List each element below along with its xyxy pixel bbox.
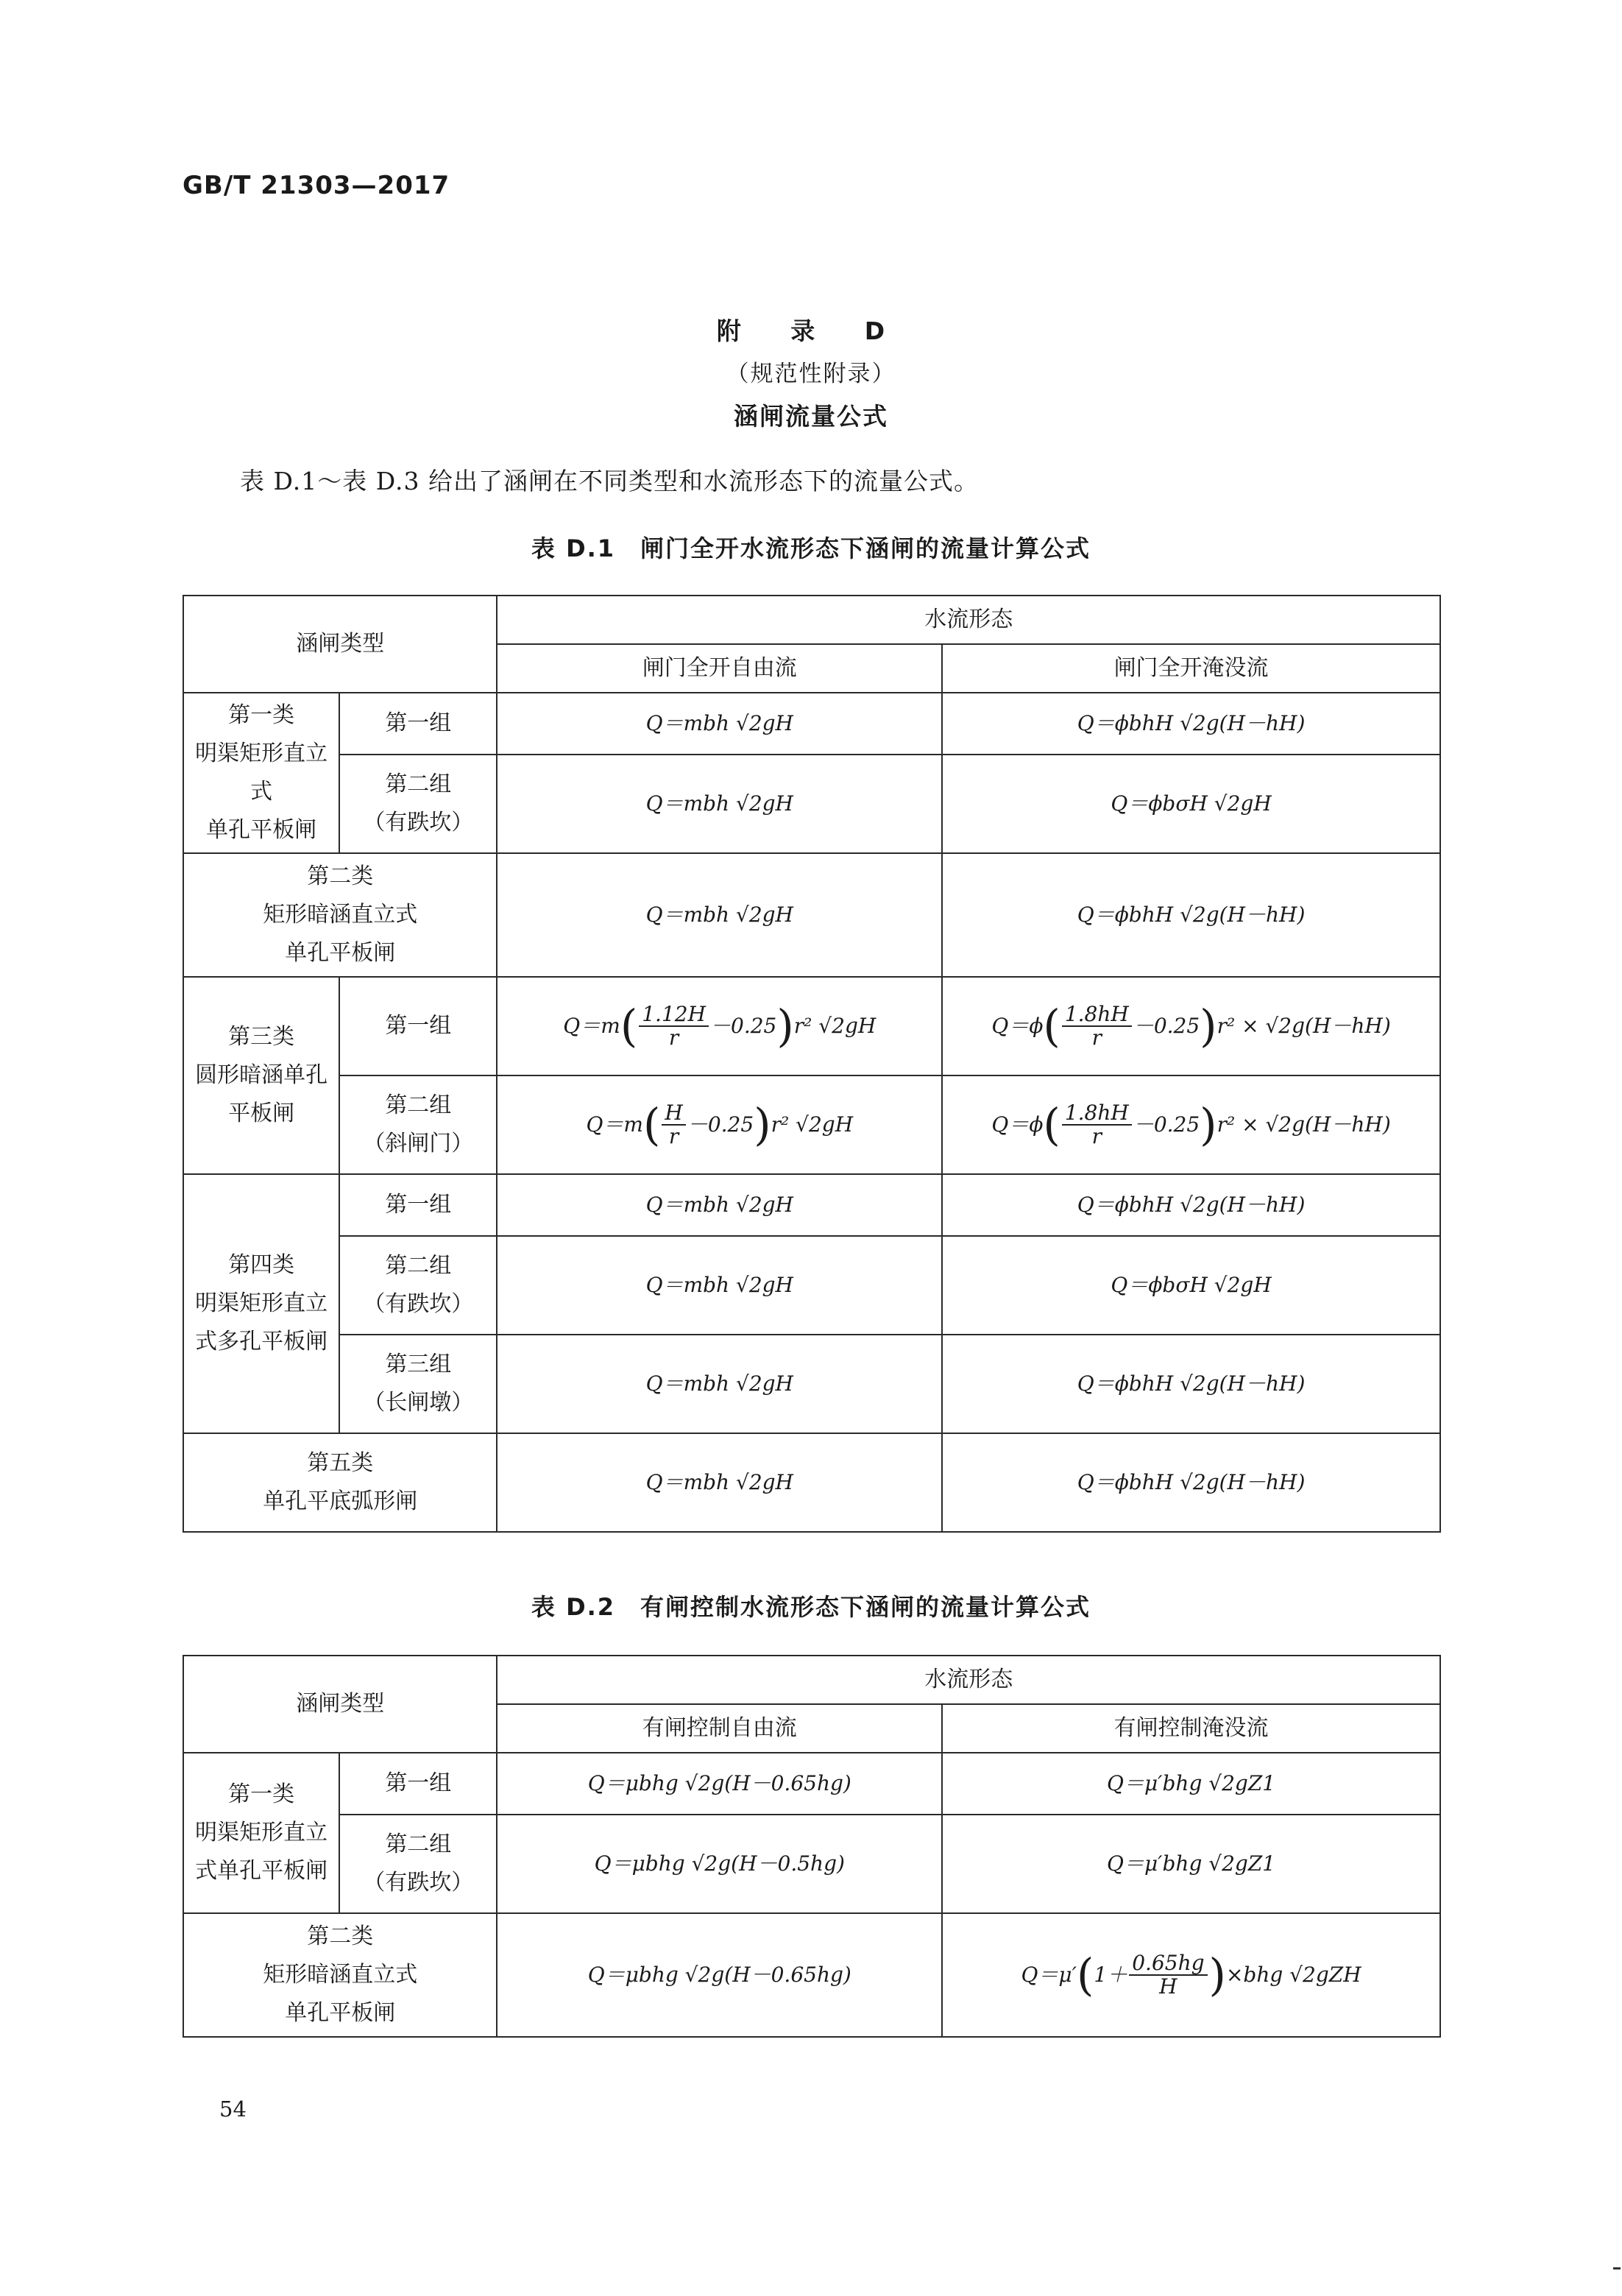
header-flow: 水流形态	[497, 1656, 1440, 1704]
header-submerged: 闸门全开淹没流	[942, 644, 1440, 693]
formula-cell: Q＝ϕbhH √2g(H－hH)	[942, 1174, 1440, 1236]
appendix-title: 附 录 D	[716, 317, 906, 345]
formula-cell: Q＝m( $\frac{H}{r}$ －0.25)r² √2gH	[497, 1075, 942, 1174]
formula-cell: Q＝ϕbhH √2g(H－hH)	[942, 853, 1440, 977]
class-1-cell: 第一类 明渠矩形直立 式单孔平板闸	[183, 1753, 339, 1913]
formula-cell: Q＝ϕ( $\frac{1.8hH}{r}$ －0.25)r² × √2g(H－hH)	[942, 1075, 1440, 1174]
standard-code: GB/T 21303—2017	[183, 171, 450, 200]
formula-cell: Q＝mbh √2gH	[497, 755, 942, 853]
group-1-cell: 第一组	[339, 1753, 497, 1815]
formula-cell: Q＝μ′(1＋ $\frac{0.65hg}{H}$ )×bhg √2gZH	[942, 1913, 1440, 2037]
group-1-cell: 第一组	[339, 1174, 497, 1236]
formula-cell: Q＝μ′bhg √2gZ1	[942, 1815, 1440, 1913]
header-submerged: 有闸控制淹没流	[942, 1704, 1440, 1753]
formula-cell: Q＝ϕbσH √2gH	[942, 1236, 1440, 1335]
table-d2-caption: 表 D.2 有闸控制水流形态下涵闸的流量计算公式	[531, 1593, 1091, 1621]
class-3-cell: 第三类 圆形暗涵单孔 平板闸	[183, 977, 339, 1174]
formula-cell: Q＝μ′bhg √2gZ1	[942, 1753, 1440, 1815]
header-free: 闸门全开自由流	[497, 644, 942, 693]
table-d1-caption: 表 D.1 闸门全开水流形态下涵闸的流量计算公式	[531, 534, 1091, 562]
formula-cell: Q＝mbh √2gH	[497, 1433, 942, 1532]
formula-cell: Q＝μbhg √2g(H－0.65hg)	[497, 1753, 942, 1815]
formula-cell: Q＝m( $\frac{1.12H}{r}$ －0.25)r² √2gH	[497, 977, 942, 1075]
formula-cell: Q＝μbhg √2g(H－0.65hg)	[497, 1913, 942, 2037]
table-d2	[183, 1655, 1441, 2038]
formula-cell: Q＝mbh √2gH	[497, 1236, 942, 1335]
header-free: 有闸控制自由流	[497, 1704, 942, 1753]
table-d1	[183, 595, 1441, 1533]
group-2-cell: 第二组 （有跌坎）	[339, 1815, 497, 1913]
formula-cell: Q＝ϕbσH √2gH	[942, 755, 1440, 853]
formula-cell: Q＝mbh √2gH	[497, 1174, 942, 1236]
group-1-cell: 第一组	[339, 693, 497, 755]
header-type: 涵闸类型	[183, 596, 497, 693]
appendix-subtitle: （规范性附录）	[726, 361, 896, 387]
appendix-heading: 涵闸流量公式	[734, 402, 888, 431]
group-2-cell: 第二组 （斜闸门）	[339, 1075, 497, 1174]
class-4-cell: 第四类 明渠矩形直立 式多孔平板闸	[183, 1174, 339, 1433]
formula-cell: Q＝ϕbhH √2g(H－hH)	[942, 693, 1440, 755]
formula-cell: Q＝ϕbhH √2g(H－hH)	[942, 1335, 1440, 1433]
class-2-cell: 第二类 矩形暗涵直立式 单孔平板闸	[183, 1913, 497, 2037]
group-2-cell: 第二组 （有跌坎）	[339, 755, 497, 853]
formula-cell: Q＝μbhg √2g(H－0.5hg)	[497, 1815, 942, 1913]
corner-mark	[1613, 2267, 1621, 2269]
class-5-cell: 第五类 单孔平底弧形闸	[183, 1433, 497, 1532]
header-flow: 水流形态	[497, 596, 1440, 644]
page-number: 54	[219, 2097, 247, 2122]
class-1-cell: 第一类 明渠矩形直立式 单孔平板闸	[183, 693, 339, 853]
class-2-cell: 第二类 矩形暗涵直立式 单孔平板闸	[183, 853, 497, 977]
formula-cell: Q＝ϕ( $\frac{1.8hH}{r}$ －0.25)r² × √2g(H－hH)	[942, 977, 1440, 1075]
formula-cell: Q＝ϕbhH √2g(H－hH)	[942, 1433, 1440, 1532]
group-1-cell: 第一组	[339, 977, 497, 1075]
group-2-cell: 第二组 （有跌坎）	[339, 1236, 497, 1335]
formula-cell: Q＝mbh √2gH	[497, 693, 942, 755]
group-3-cell: 第三组 （长闸墩）	[339, 1335, 497, 1433]
header-type: 涵闸类型	[183, 1656, 497, 1753]
formula-cell: Q＝mbh √2gH	[497, 853, 942, 977]
formula-cell: Q＝mbh √2gH	[497, 1335, 942, 1433]
intro-paragraph: 表 D.1～表 D.3 给出了涵闸在不同类型和水流形态下的流量公式。	[240, 467, 980, 495]
